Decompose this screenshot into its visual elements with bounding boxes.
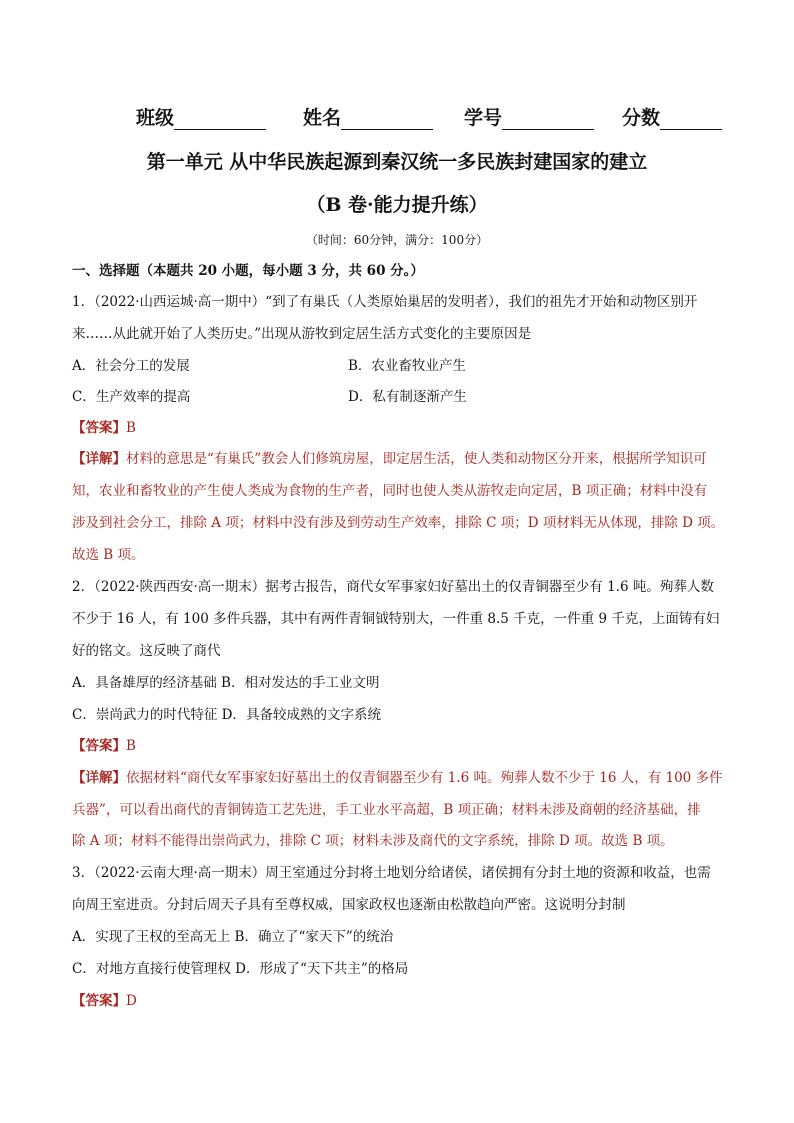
q1-option-c: C．生产效率的提高 <box>72 389 191 405</box>
q3-options-ab: A．实现了王权的至高无上 B．确立了“家天下”的统治 <box>72 929 394 945</box>
student-id-blank[interactable] <box>502 111 594 130</box>
q2-stem-line: 2．（2022·陕西西安·高一期末）据考古报告，商代女军事家妇好墓出土的仅青铜器至少有 1.6 吨。殉葬人数 <box>72 579 714 595</box>
unit-subtitle: （B 卷·能力提升练） <box>306 194 488 216</box>
name-field[interactable] <box>303 103 433 130</box>
q2-detail-line: 兵器”，可以看出商代的青铜铸造工艺先进，手工业水平高超，B 项正确；材料未涉及商朝的经济基础，排 <box>72 802 701 818</box>
q2-detail-line: 除 A 项；材料不能得出崇尚武力，排除 C 项；材料未涉及商代的文字系统，排除 D 项。故选 B 项。 <box>72 833 674 849</box>
q1-option-b: B．农业畜牧业产生 <box>348 358 466 374</box>
detail-tag: 【详解】 <box>72 770 126 786</box>
class-field[interactable] <box>136 103 266 130</box>
q1-detail-text: 材料的意思是“有巢氏”教会人们修筑房屋，即定居生活，使人类和动物区分开来，根据所学知识可 <box>126 451 707 467</box>
q1-answer-value: B <box>126 420 136 436</box>
q3-stem-line: 3．（2022·云南大理·高一期末）周王室通过分封将土地划分给诸侯，诸侯拥有分封土地的资源和收益，也需 <box>72 865 711 881</box>
class-label: 班级 <box>136 107 175 129</box>
student-id-field[interactable] <box>464 103 594 130</box>
q2-detail-line <box>72 768 732 788</box>
detail-tag: 【详解】 <box>72 451 126 467</box>
name-label: 姓名 <box>303 107 342 129</box>
q2-options-ab: A．具备雄厚的经济基础 B．相对发达的手工业文明 <box>72 675 380 691</box>
q2-answer-value: B <box>126 738 136 754</box>
name-blank[interactable] <box>341 111 433 130</box>
q3-stem-line: 向周王室进贡。分封后周天子具有至尊权威，国家政权也逐渐由松散趋向严密。这说明分封制 <box>72 897 626 913</box>
q2-detail-text: 依据材料“商代女军事家妇好墓出土的仅青铜器至少有 1.6 吨。殉葬人数不少于 16 人，有 100 多件 <box>126 770 723 786</box>
section-heading: 一、选择题（本题共 20 小题，每小题 3 分，共 60 分。） <box>72 263 424 279</box>
q1-stem-line: 1．（2022·山西运城·高一期中）“到了有巢氏（人类原始巢居的发明者），我们的祖先才开始和动物区别开 <box>72 294 698 310</box>
q3-options-cd: C．对地方直接行使管理权 D．形成了“天下共主”的格局 <box>72 961 409 977</box>
q1-detail-line: 涉及到社会分工，排除 A 项；材料中没有涉及到劳动生产效率，排除 C 项；D 项材料无从体现，排除 D 项。 <box>72 515 725 531</box>
q2-stem-line: 不少于 16 人，有 100 多件兵器，其中有两件青铜钺特别大，一件重 8.5 千克，一件重 9 千克，上面铸有妇 <box>72 611 720 627</box>
q1-stem-line: 来……从此就开始了人类历史。”出现从游牧到定居生活方式变化的主要原因是 <box>72 326 532 342</box>
q2-answer <box>72 736 732 756</box>
q2-options-cd: C．崇尚武力的时代特征 D．具备较成熟的文字系统 <box>72 707 381 723</box>
q2-stem-line: 好的铭文。这反映了商代 <box>72 643 221 659</box>
class-blank[interactable] <box>174 111 266 130</box>
q1-detail-line: 故选 B 项。 <box>72 547 145 563</box>
answer-tag: 【答案】 <box>72 420 126 436</box>
q1-answer <box>72 418 732 438</box>
q3-answer-value: D <box>126 993 137 1009</box>
answer-tag: 【答案】 <box>72 993 126 1009</box>
q1-detail-line: 知，农业和畜牧业的产生使人类成为食物的生产者，同时也使人类从游牧走向定居，B 项正确；材料中没有 <box>72 483 708 499</box>
student-info-header <box>0 103 794 133</box>
exam-meta: （时间：60分钟，满分：100分） <box>305 233 489 247</box>
score-blank[interactable] <box>660 111 722 130</box>
q1-detail-line <box>72 449 732 469</box>
q1-option-a: A．社会分工的发展 <box>72 358 190 374</box>
unit-title: 第一单元 从中华民族起源到秦汉统一多民族封建国家的建立 <box>146 151 648 173</box>
answer-tag: 【答案】 <box>72 738 126 754</box>
score-field[interactable] <box>622 103 722 130</box>
student-id-label: 学号 <box>464 107 503 129</box>
score-label: 分数 <box>622 107 661 129</box>
q1-option-d: D．私有制逐渐产生 <box>348 389 467 405</box>
q3-answer <box>72 991 732 1011</box>
